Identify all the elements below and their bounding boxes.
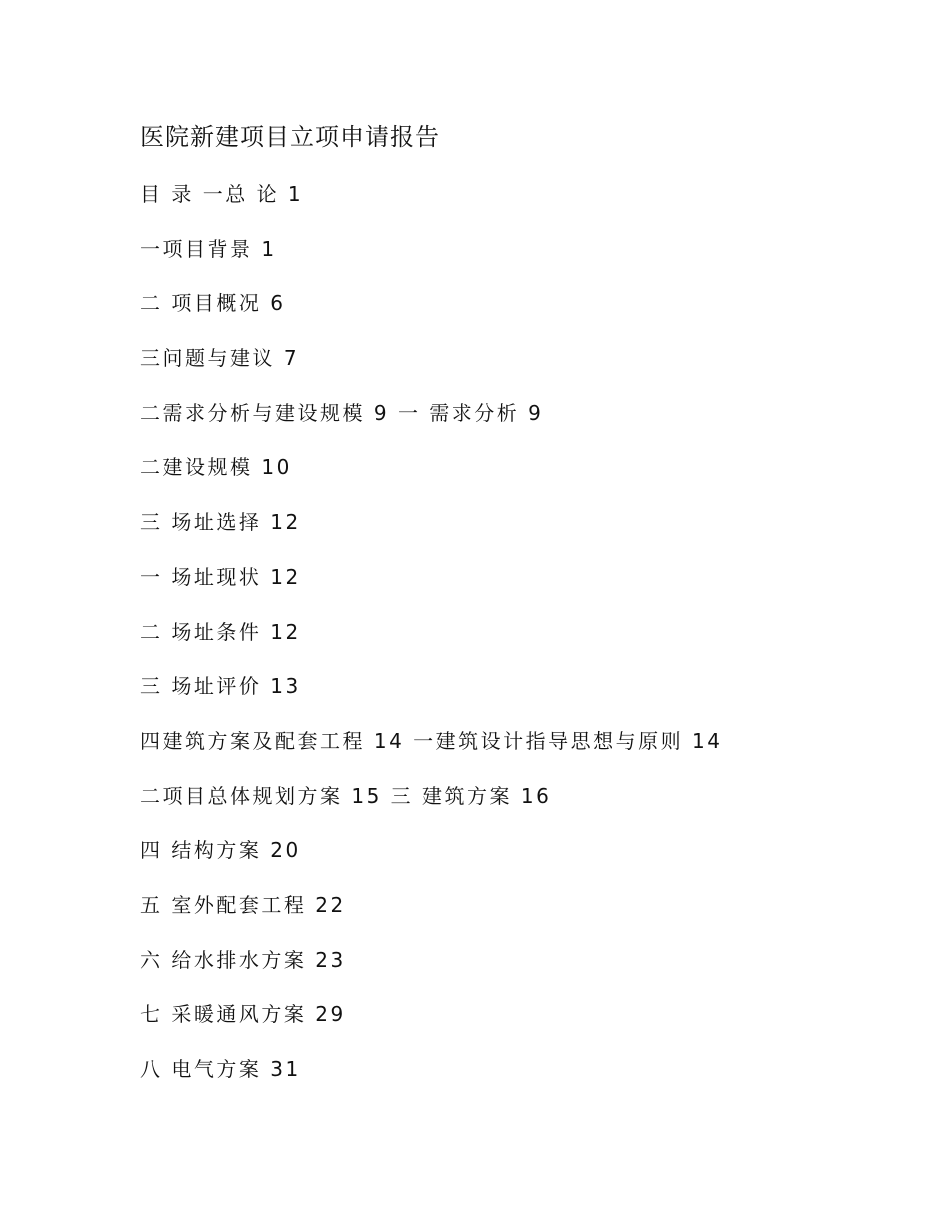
toc-line: 六 给水排水方案 23 xyxy=(140,947,346,972)
toc-line: 二需求分析与建设规模 9 一 需求分析 9 xyxy=(140,400,544,425)
toc-line: 二建设规模 10 xyxy=(140,455,292,480)
toc-line: 三 场址选择 12 xyxy=(140,510,301,535)
toc-line: 一 场址现状 12 xyxy=(140,564,301,589)
toc-line: 一项目背景 1 xyxy=(140,236,277,261)
toc-line: 三问题与建议 7 xyxy=(140,346,300,371)
toc-line: 二 项目概况 6 xyxy=(140,291,286,316)
toc-line: 目 录 一总 论 1 xyxy=(140,182,304,206)
document-title: 医院新建项目立项申请报告 xyxy=(140,123,440,151)
toc-line: 四建筑方案及配套工程 14 一建筑设计指导思想与原则 14 xyxy=(140,728,723,753)
toc-line: 二 场址条件 12 xyxy=(140,619,301,644)
table-of-contents xyxy=(140,178,722,1108)
toc-line: 三 场址评价 13 xyxy=(140,674,301,699)
toc-line: 五 室外配套工程 22 xyxy=(140,892,346,917)
toc-line: 八 电气方案 31 xyxy=(140,1057,301,1081)
toc-line: 四 结构方案 20 xyxy=(140,838,301,863)
toc-line: 二项目总体规划方案 15 三 建筑方案 16 xyxy=(140,783,552,808)
toc-line: 七 采暖通风方案 29 xyxy=(140,1002,346,1027)
